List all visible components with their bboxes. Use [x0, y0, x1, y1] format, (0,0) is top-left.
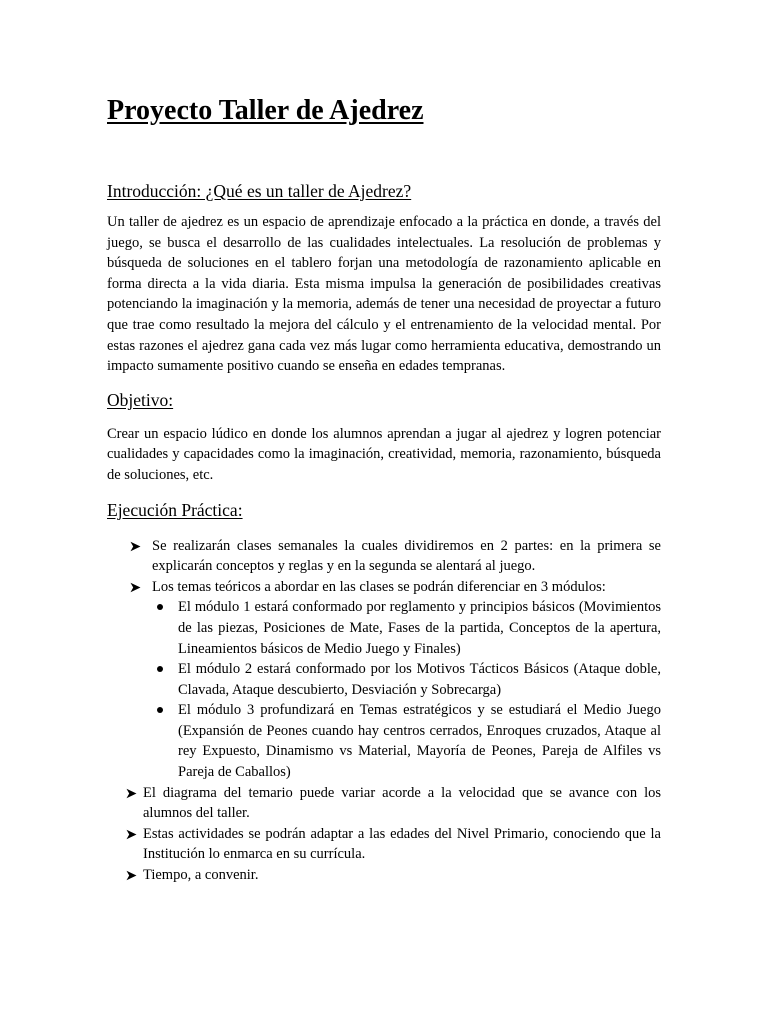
paragraph-introduccion: Un taller de ajedrez es un espacio de aprendizaje enfocado a la práctica en donde, a través del juego, se busca el desarrollo de las cualidades intelectuales. La resolución de problemas y búsqueda de soluciones en el tablero forjan una metodología de razonamiento aplicable en forma directa a la vida diaria. Esta misma impulsa la generación de posibilidades creativas potenciando la imaginación y la memoria, además de tener una necesidad de proyectar a futuro que trae como resultado la mejora del cálculo y el entrenamiento de la velocidad mental. Por estas razones el ajedrez gana cada vez más lugar como herramienta educativa, demostrando un impacto sumamente positivo cuando se enseña en edades tempranas. — [107, 214, 661, 375]
list-item — [107, 865, 661, 886]
list-item-text: Tiempo, a convenir. — [143, 867, 259, 884]
module-item — [152, 700, 661, 782]
list-item — [107, 783, 661, 824]
list-item — [107, 536, 661, 577]
arrowhead-bullet-icon — [126, 824, 140, 840]
module-item — [152, 597, 661, 659]
ejecucion-list — [107, 536, 661, 783]
list-item — [107, 824, 661, 865]
heading-introduccion: Introducción: ¿Qué es un taller de Ajedrez? — [107, 181, 412, 201]
arrowhead-bullet-icon — [130, 577, 144, 593]
arrowhead-bullet-icon — [126, 865, 140, 881]
list-item — [107, 577, 661, 783]
arrowhead-bullet-icon — [126, 783, 140, 799]
document-title: Proyecto Taller de Ajedrez — [107, 95, 424, 126]
module-item — [152, 659, 661, 700]
modules-list — [152, 597, 661, 782]
paragraph-objetivo: Crear un espacio lúdico en donde los alumnos aprendan a jugar al ajedrez y logren potenciar cualidades y capacidades como la imaginación, creatividad, memoria, razonamiento, búsqueda de soluciones, etc. — [107, 425, 661, 483]
filled-circle-bullet-icon — [157, 700, 171, 713]
document-content — [107, 92, 661, 886]
module-item-text: El módulo 1 estará conformado por reglamento y principios básicos (Movimientos de las piezas, Posiciones de Mate, Fases de la partida, Conceptos de la apertura, Lineamientos básicos de Medio Juego y Finales) — [178, 599, 661, 657]
ejecucion-list-continued — [107, 783, 661, 886]
filled-circle-bullet-icon — [157, 659, 171, 672]
module-item-text: El módulo 2 estará conformado por los Motivos Tácticos Básicos (Ataque doble, Clavada, Ataque descubierto, Desviación y Sobrecarga) — [178, 661, 661, 698]
heading-objetivo: Objetivo: — [107, 389, 174, 410]
list-item-text: Se realizarán clases semanales la cuales dividiremos en 2 partes: en la primera se explicarán conceptos y reglas y en la segunda se alentará al juego. — [152, 537, 661, 575]
list-item-text: El diagrama del temario puede variar acorde a la velocidad que se avance con los alumnos del taller. — [143, 784, 661, 822]
filled-circle-bullet-icon — [157, 597, 171, 610]
arrowhead-bullet-icon — [130, 536, 144, 552]
heading-ejecucion: Ejecución Práctica: — [107, 499, 243, 520]
list-item-text: Los temas teóricos a abordar en las clases se podrán diferenciar en 3 módulos: — [152, 578, 606, 595]
module-item-text: El módulo 3 profundizará en Temas estratégicos y se estudiará el Medio Juego (Expansión de Peones cuando hay centros cerrados, Enroques cruzados, Ataque al rey Expuesto, Dinamismo vs Material, Mayoría de Peones, Pareja de Alfiles vs Pareja de Caballos) — [178, 702, 661, 781]
list-item-text: Estas actividades se podrán adaptar a las edades del Nivel Primario, conociendo que la Institución lo enmarca en su currícula. — [143, 825, 661, 863]
